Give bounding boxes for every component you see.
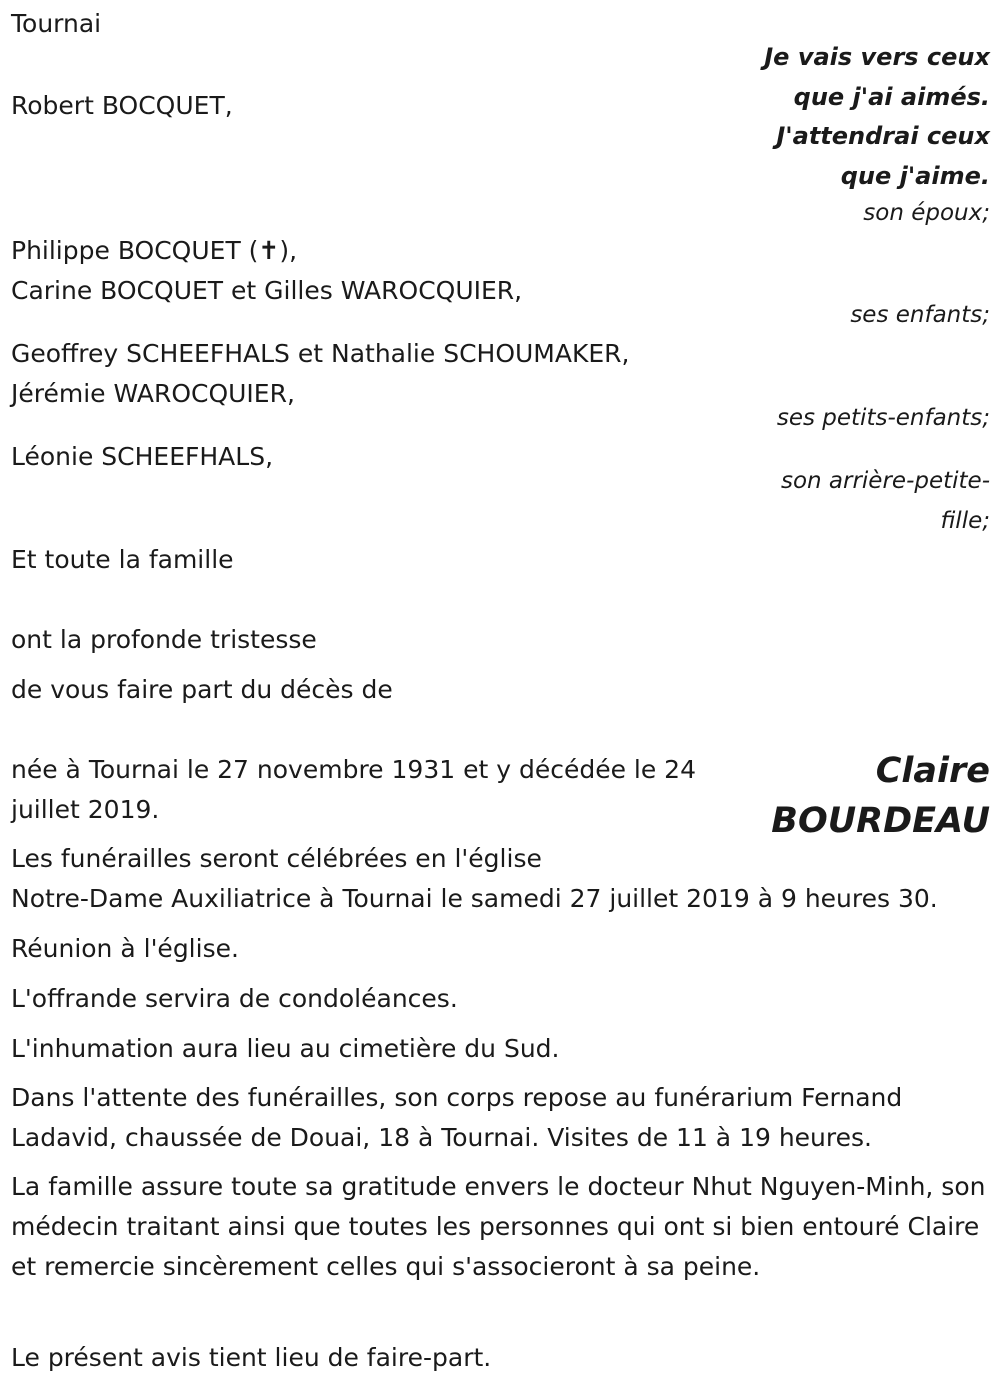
role-line: fille;	[940, 508, 990, 534]
grandchild-name-2: Jérémie WAROCQUIER,	[11, 379, 295, 408]
deceased-name	[771, 746, 990, 846]
motto-line: que j'aime.	[840, 161, 990, 190]
funeral-line-2: Notre-Dame Auxiliatrice à Tournai le samedi 27 juillet 2019 à 9 heures 30.	[11, 884, 938, 913]
child-name-1: Philippe BOCQUET (✝),	[11, 236, 298, 265]
motto-quote	[764, 38, 990, 196]
intro-line-2: de vous faire part du décès de	[11, 675, 393, 704]
birth-death-line-2: juillet 2019.	[11, 795, 160, 824]
spouse-name: Robert BOCQUET,	[11, 91, 233, 120]
meeting-text: Réunion à l'église.	[11, 934, 239, 963]
burial-text: L'inhumation aura lieu au cimetière du Sud.	[11, 1034, 560, 1063]
grandchild-name-1: Geoffrey SCHEEFHALS et Nathalie SCHOUMAKER,	[11, 339, 630, 368]
family-line: Et toute la famille	[11, 545, 234, 574]
offering-text: L'offrande servira de condoléances.	[11, 984, 458, 1013]
motto-line: Je vais vers ceux	[764, 43, 990, 71]
child-name-2: Carine BOCQUET et Gilles WAROCQUIER,	[11, 276, 523, 305]
motto-line: J'attendrai ceux	[776, 122, 990, 150]
deceased-last-name: BOURDEAU	[771, 801, 990, 841]
children-role: ses enfants;	[850, 302, 990, 328]
great-grandchild-role	[781, 461, 990, 541]
motto-line: que j'ai aimés.	[793, 82, 990, 111]
role-line: son arrière-petite-	[780, 468, 990, 494]
gratitude-text: La famille assure toute sa gratitude envers le docteur Nhut Nguyen-Minh, son médecin traitant ainsi que toutes les personnes qui ont si bien entouré Claire et remercie sincèrement celles qui s'associeront à sa peine.	[11, 1172, 986, 1281]
rest-text: Dans l'attente des funérailles, son corps repose au funérarium Fernand Ladavid, chaussée de Douai, 18 à Tournai. Visites de 11 à 19 heures.	[11, 1083, 903, 1152]
birth-death-line-1: née à Tournai le 27 novembre 1931 et y décédée le 24	[11, 755, 696, 784]
intro-line-1: ont la profonde tristesse	[11, 625, 317, 654]
funeral-line-1: Les funérailles seront célébrées en l'église	[11, 844, 542, 873]
grandchildren-role: ses petits-enfants;	[776, 405, 990, 431]
deceased-first-name: Claire	[875, 751, 990, 791]
spouse-role: son époux;	[863, 200, 990, 226]
notice-text: Le présent avis tient lieu de faire-part.	[11, 1343, 492, 1372]
city: Tournai	[11, 9, 102, 38]
great-grandchild-name: Léonie SCHEEFHALS,	[11, 442, 274, 471]
